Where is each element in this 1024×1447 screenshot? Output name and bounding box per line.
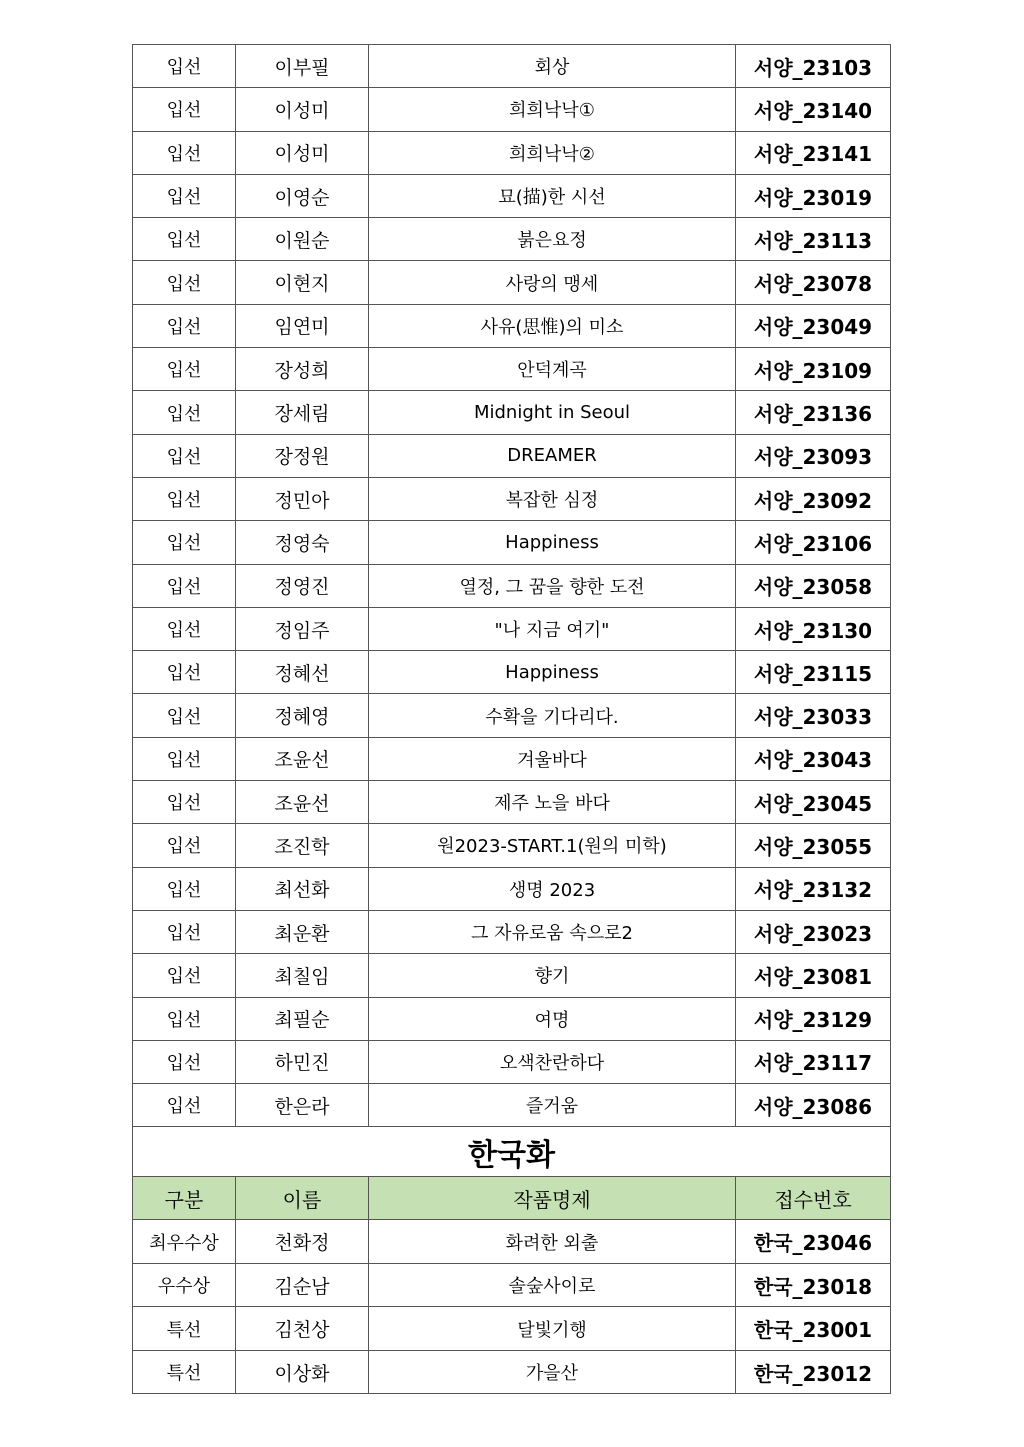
title-cell: 향기 [369, 954, 736, 997]
award-cell: 우수상 [133, 1263, 236, 1307]
name-cell: 장성희 [236, 348, 369, 391]
title-cell: Midnight in Seoul [369, 391, 736, 434]
table-row [133, 781, 891, 824]
table-row [133, 997, 891, 1040]
award-cell: 입선 [133, 694, 236, 737]
entry-number-cell: 서양_23033 [736, 694, 891, 737]
name-cell: 정민아 [236, 477, 369, 520]
table-row [133, 694, 891, 737]
title-cell: 생명 2023 [369, 867, 736, 910]
title-cell: 묘(描)한 시선 [369, 174, 736, 217]
award-cell: 특선 [133, 1350, 236, 1394]
header-number: 접수번호 [736, 1177, 891, 1220]
korean-painting-rows [133, 1220, 891, 1394]
award-cell: 입선 [133, 174, 236, 217]
table-row [133, 867, 891, 910]
title-cell: 안덕계곡 [369, 348, 736, 391]
table-row [133, 737, 891, 780]
table-row [133, 564, 891, 607]
table-row [133, 521, 891, 564]
award-cell: 입선 [133, 304, 236, 347]
entry-number-cell: 서양_23019 [736, 174, 891, 217]
title-cell: 사유(思惟)의 미소 [369, 304, 736, 347]
table-row [133, 824, 891, 867]
award-cell: 입선 [133, 737, 236, 780]
award-cell: 입선 [133, 477, 236, 520]
entry-number-cell: 서양_23132 [736, 867, 891, 910]
entry-number-cell: 서양_23045 [736, 781, 891, 824]
title-cell: 열정, 그 꿈을 향한 도전 [369, 564, 736, 607]
results-table [132, 44, 891, 1394]
entry-number-cell: 서양_23086 [736, 1084, 891, 1127]
award-cell: 입선 [133, 218, 236, 261]
name-cell: 최필순 [236, 997, 369, 1040]
title-cell: Happiness [369, 521, 736, 564]
award-cell: 입선 [133, 607, 236, 650]
title-cell: 원2023-START.1(원의 미학) [369, 824, 736, 867]
entry-number-cell: 서양_23103 [736, 45, 891, 88]
entry-number-cell: 서양_23129 [736, 997, 891, 1040]
name-cell: 하민진 [236, 1040, 369, 1083]
entry-number-cell: 서양_23140 [736, 88, 891, 131]
table-row [133, 174, 891, 217]
section-title-row [133, 1127, 891, 1177]
entry-number-cell: 한국_23046 [736, 1220, 891, 1264]
title-cell: 겨울바다 [369, 737, 736, 780]
award-cell: 입선 [133, 348, 236, 391]
title-cell: "나 지금 여기" [369, 607, 736, 650]
title-cell: 희희낙낙① [369, 88, 736, 131]
table-row [133, 131, 891, 174]
title-cell: 달빛기행 [369, 1307, 736, 1351]
table-header-row [133, 1177, 891, 1220]
award-cell: 입선 [133, 867, 236, 910]
entry-number-cell: 서양_23043 [736, 737, 891, 780]
title-cell: 제주 노을 바다 [369, 781, 736, 824]
award-cell: 입선 [133, 88, 236, 131]
entry-number-cell: 서양_23115 [736, 651, 891, 694]
table-row [133, 910, 891, 953]
table-row [133, 304, 891, 347]
name-cell: 조윤선 [236, 737, 369, 780]
header-name: 이름 [236, 1177, 369, 1220]
title-cell: Happiness [369, 651, 736, 694]
title-cell: 수확을 기다리다. [369, 694, 736, 737]
name-cell: 이성미 [236, 88, 369, 131]
table-row [133, 1084, 891, 1127]
table-row [133, 261, 891, 304]
title-cell: 그 자유로움 속으로2 [369, 910, 736, 953]
header-award: 구분 [133, 1177, 236, 1220]
table-row [133, 1307, 891, 1351]
entry-number-cell: 서양_23136 [736, 391, 891, 434]
table-row [133, 477, 891, 520]
title-cell: 오색찬란하다 [369, 1040, 736, 1083]
table-row [133, 218, 891, 261]
award-cell: 입선 [133, 997, 236, 1040]
entry-number-cell: 한국_23018 [736, 1263, 891, 1307]
award-cell: 입선 [133, 434, 236, 477]
entry-number-cell: 서양_23055 [736, 824, 891, 867]
entry-number-cell: 서양_23081 [736, 954, 891, 997]
award-cell: 입선 [133, 651, 236, 694]
award-cell: 입선 [133, 45, 236, 88]
entry-number-cell: 서양_23078 [736, 261, 891, 304]
entry-number-cell: 서양_23130 [736, 607, 891, 650]
name-cell: 이성미 [236, 131, 369, 174]
entry-number-cell: 서양_23058 [736, 564, 891, 607]
name-cell: 정혜영 [236, 694, 369, 737]
entry-number-cell: 서양_23141 [736, 131, 891, 174]
award-cell: 최우수상 [133, 1220, 236, 1264]
entry-number-cell: 한국_23012 [736, 1350, 891, 1394]
table-row [133, 651, 891, 694]
award-cell: 입선 [133, 564, 236, 607]
title-cell: 희희낙낙② [369, 131, 736, 174]
entry-number-cell: 한국_23001 [736, 1307, 891, 1351]
name-cell: 최운환 [236, 910, 369, 953]
award-cell: 입선 [133, 781, 236, 824]
award-cell: 특선 [133, 1307, 236, 1351]
table-row [133, 1263, 891, 1307]
table-row [133, 434, 891, 477]
title-cell: 회상 [369, 45, 736, 88]
table-row [133, 1220, 891, 1264]
award-cell: 입선 [133, 521, 236, 564]
title-cell: DREAMER [369, 434, 736, 477]
entry-number-cell: 서양_23113 [736, 218, 891, 261]
title-cell: 솔숲사이로 [369, 1263, 736, 1307]
table-row [133, 607, 891, 650]
table-row [133, 1040, 891, 1083]
name-cell: 김순남 [236, 1263, 369, 1307]
title-cell: 붉은요정 [369, 218, 736, 261]
title-cell: 가을산 [369, 1350, 736, 1394]
award-cell: 입선 [133, 910, 236, 953]
table-row [133, 954, 891, 997]
award-cell: 입선 [133, 261, 236, 304]
title-cell: 즐거움 [369, 1084, 736, 1127]
entry-number-cell: 서양_23092 [736, 477, 891, 520]
title-cell: 사랑의 맹세 [369, 261, 736, 304]
header-title: 작품명제 [369, 1177, 736, 1220]
award-cell: 입선 [133, 391, 236, 434]
name-cell: 이원순 [236, 218, 369, 261]
name-cell: 최칠임 [236, 954, 369, 997]
award-cell: 입선 [133, 1084, 236, 1127]
name-cell: 이상화 [236, 1350, 369, 1394]
table-row [133, 1350, 891, 1394]
table-row [133, 88, 891, 131]
entry-number-cell: 서양_23093 [736, 434, 891, 477]
title-cell: 화려한 외출 [369, 1220, 736, 1264]
name-cell: 장정원 [236, 434, 369, 477]
name-cell: 조진학 [236, 824, 369, 867]
entry-number-cell: 서양_23106 [736, 521, 891, 564]
entry-number-cell: 서양_23117 [736, 1040, 891, 1083]
name-cell: 한은라 [236, 1084, 369, 1127]
name-cell: 이부필 [236, 45, 369, 88]
name-cell: 정임주 [236, 607, 369, 650]
korean-painting-section [133, 1127, 891, 1220]
award-cell: 입선 [133, 131, 236, 174]
western-painting-rows [133, 45, 891, 1127]
name-cell: 정영숙 [236, 521, 369, 564]
name-cell: 정혜선 [236, 651, 369, 694]
name-cell: 이현지 [236, 261, 369, 304]
name-cell: 장세림 [236, 391, 369, 434]
entry-number-cell: 서양_23049 [736, 304, 891, 347]
name-cell: 조윤선 [236, 781, 369, 824]
table-row [133, 45, 891, 88]
section-title: 한국화 [133, 1127, 891, 1177]
award-cell: 입선 [133, 1040, 236, 1083]
title-cell: 여명 [369, 997, 736, 1040]
table-row [133, 391, 891, 434]
name-cell: 김천상 [236, 1307, 369, 1351]
entry-number-cell: 서양_23023 [736, 910, 891, 953]
name-cell: 정영진 [236, 564, 369, 607]
title-cell: 복잡한 심정 [369, 477, 736, 520]
name-cell: 천화정 [236, 1220, 369, 1264]
name-cell: 최선화 [236, 867, 369, 910]
award-cell: 입선 [133, 824, 236, 867]
table-row [133, 348, 891, 391]
entry-number-cell: 서양_23109 [736, 348, 891, 391]
name-cell: 이영순 [236, 174, 369, 217]
name-cell: 임연미 [236, 304, 369, 347]
award-cell: 입선 [133, 954, 236, 997]
